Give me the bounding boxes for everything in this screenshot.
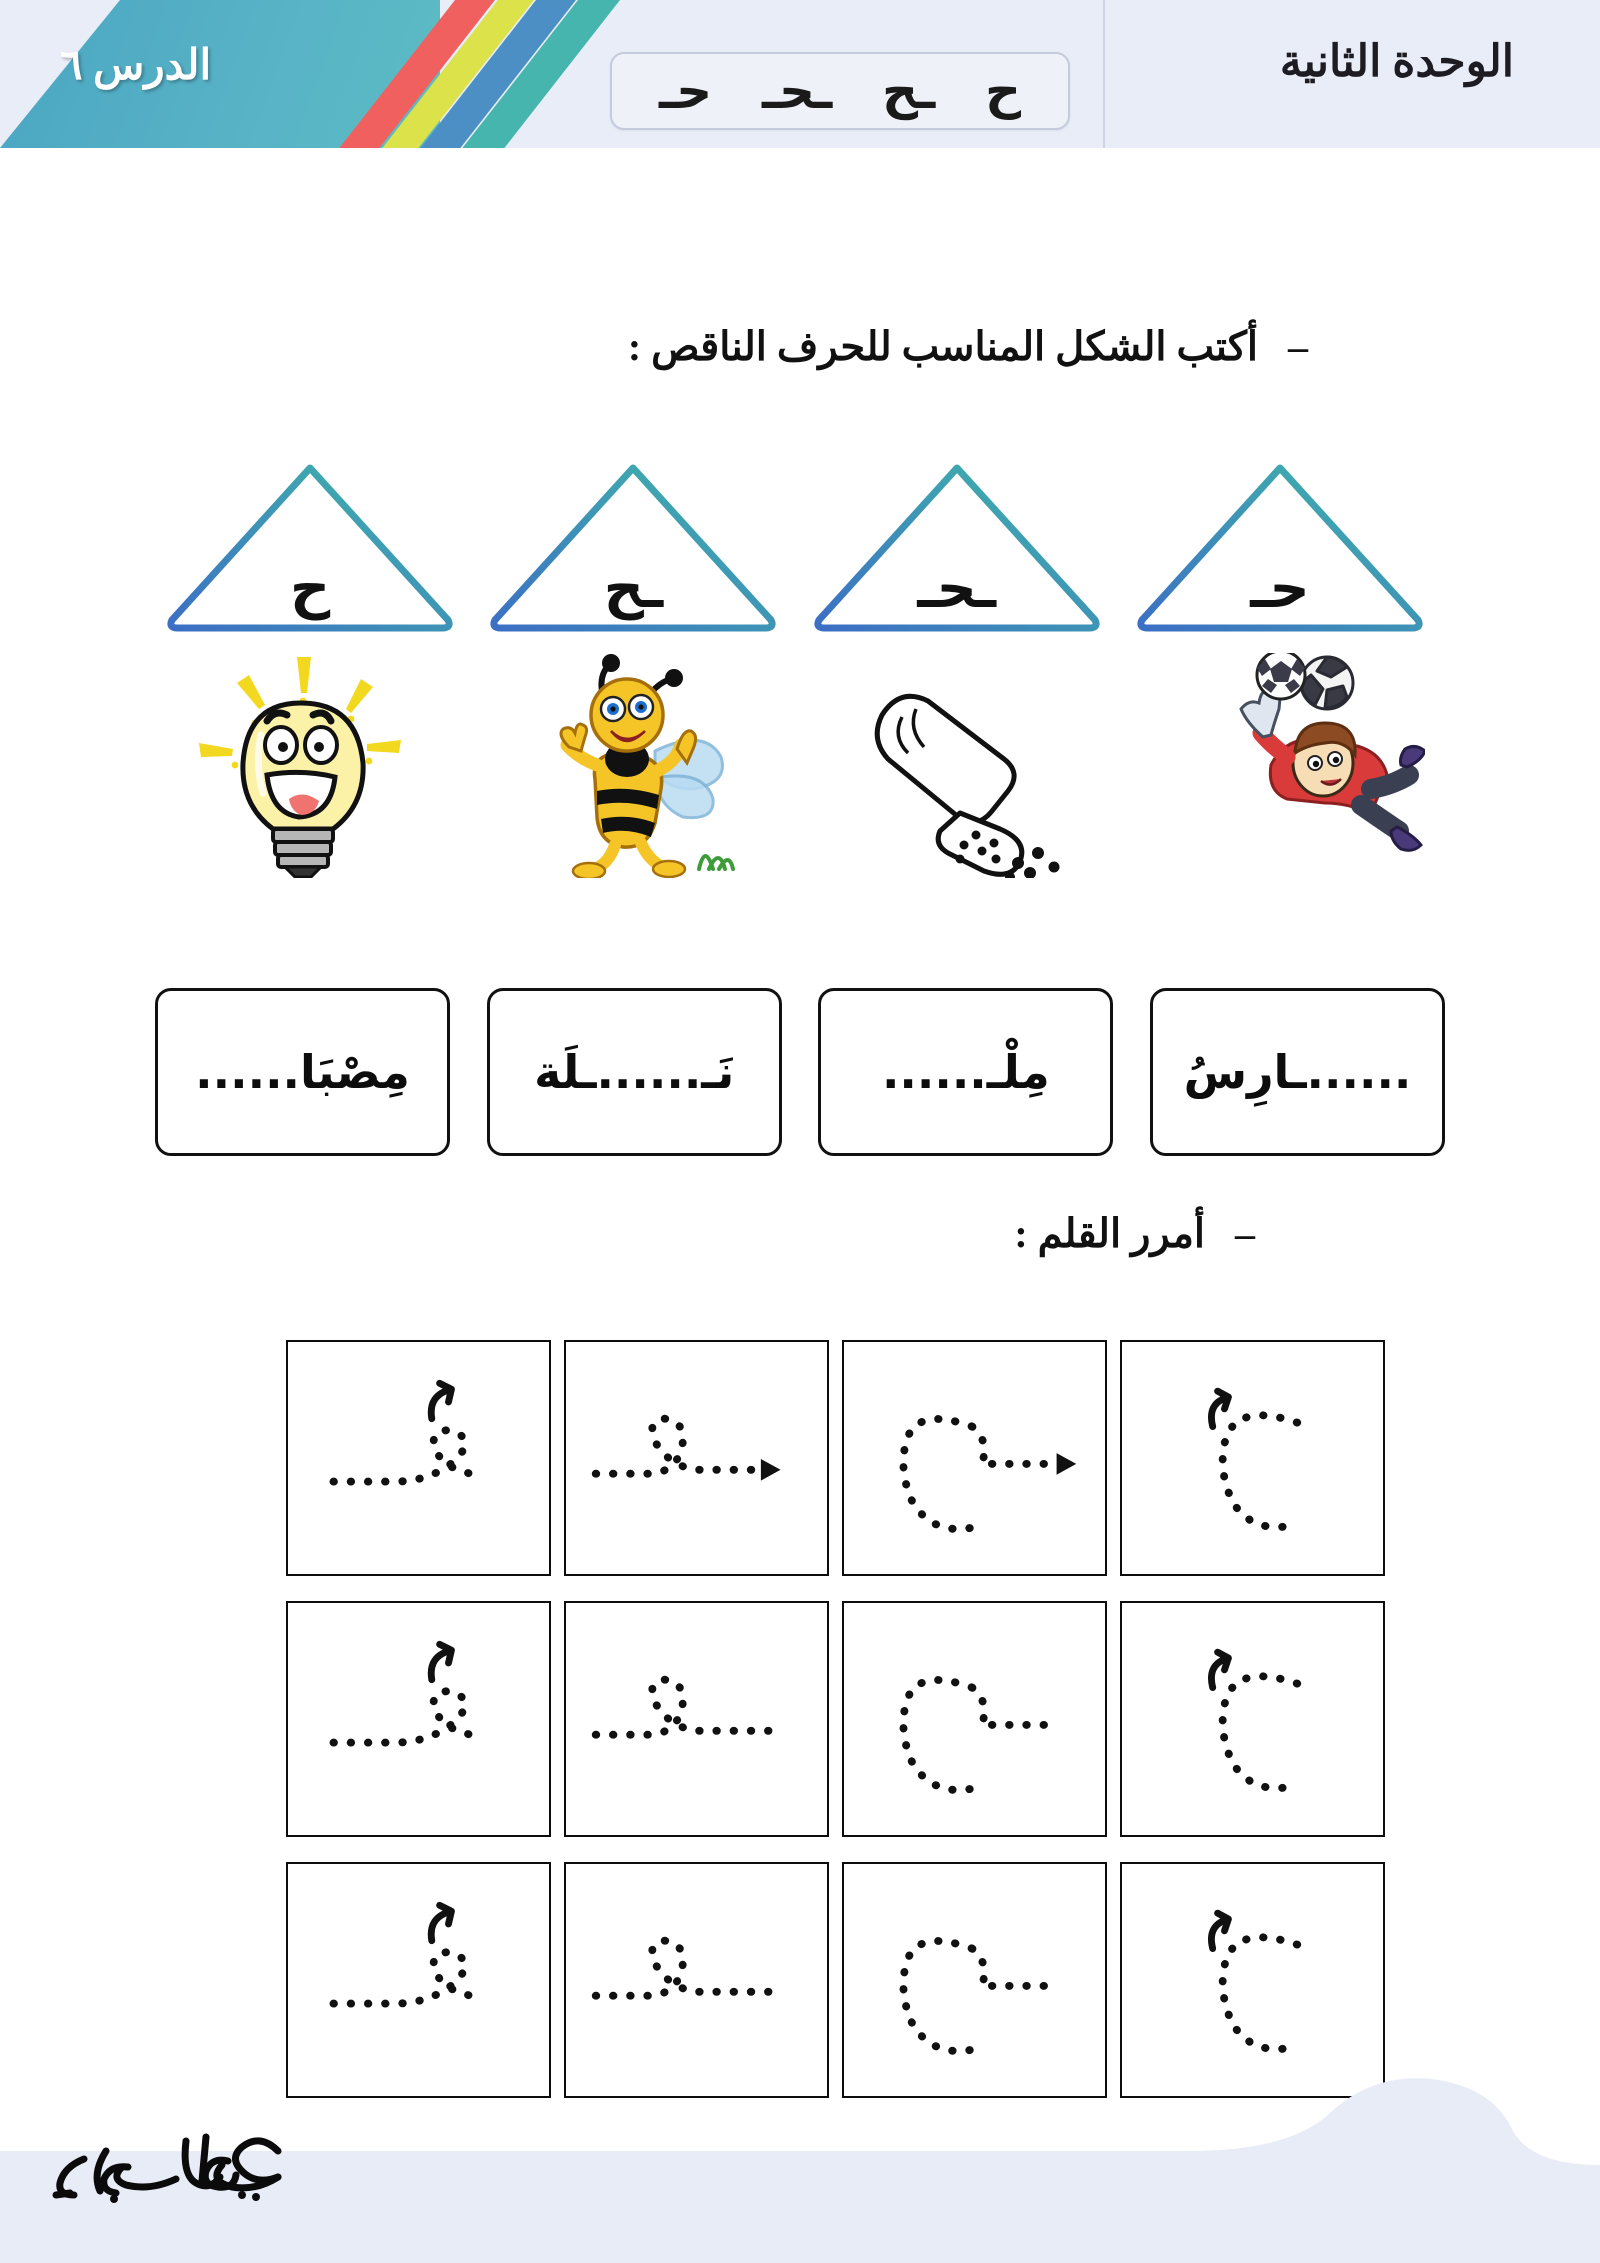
word-text: ......ـارِسُ — [1183, 1045, 1412, 1099]
letter-form-medial: ـحـ — [761, 62, 833, 120]
tracing-cell[interactable] — [286, 1862, 551, 2098]
picture-row — [150, 648, 1450, 878]
word-text: مِصْبَا...... — [195, 1045, 410, 1099]
bullet-dash-1: – — [1288, 324, 1308, 369]
tracing-cell[interactable] — [286, 1601, 551, 1837]
trace-haa-final-icon — [844, 1603, 1105, 1835]
trace-haa-initial-icon — [1122, 1864, 1383, 2096]
triangle-letter-final: ـح — [603, 556, 664, 621]
trace-haa-medial-icon — [566, 1603, 827, 1835]
trace-haa-medial-icon — [566, 1342, 827, 1574]
trace-haa-isolated-icon — [288, 1603, 549, 1835]
goalkeeper-icon — [1175, 653, 1425, 878]
trace-haa-final-icon — [844, 1864, 1105, 2096]
tracing-cell[interactable] — [842, 1862, 1107, 2098]
tracing-cell[interactable] — [1120, 1862, 1385, 2098]
word-box-salt[interactable] — [818, 988, 1113, 1156]
trace-haa-isolated-icon — [288, 1342, 549, 1574]
tracing-cell[interactable] — [842, 1340, 1107, 1576]
bullet-dash-2: – — [1235, 1211, 1255, 1256]
tracing-cell[interactable] — [564, 1340, 829, 1576]
worksheet-content — [0, 148, 1600, 2263]
picture-bee — [483, 648, 783, 878]
tracing-grid — [275, 1340, 1385, 2110]
trace-haa-isolated-icon — [288, 1864, 549, 2096]
triangle-letter-isolated: ح — [289, 556, 331, 621]
letter-form-final: ـح — [882, 62, 936, 120]
letter-forms-box — [610, 52, 1070, 130]
triangle-cell-final — [483, 458, 783, 633]
word-box-row — [155, 988, 1445, 1156]
word-text: مِلْـ...... — [881, 1045, 1050, 1099]
trace-haa-final-icon — [844, 1342, 1105, 1574]
tracing-cell[interactable] — [842, 1601, 1107, 1837]
teacher-signature — [10, 2107, 310, 2227]
triangle-row — [160, 458, 1430, 633]
tracing-cell[interactable] — [286, 1340, 551, 1576]
unit-label: الوحدة الثانية — [1279, 37, 1514, 86]
instruction-exercise-2 — [1014, 1210, 1255, 1257]
triangle-cell-initial — [1130, 458, 1430, 633]
triangle-cell-medial — [807, 458, 1107, 633]
tracing-cell[interactable] — [1120, 1601, 1385, 1837]
bee-icon — [523, 653, 743, 878]
picture-goalkeeper — [1150, 648, 1450, 878]
letter-form-isolated: ح — [985, 62, 1022, 120]
picture-salt-shaker — [817, 648, 1117, 878]
word-box-bee[interactable] — [487, 988, 782, 1156]
header-divider — [1103, 0, 1105, 148]
triangle-letter-initial: حـ — [1250, 556, 1310, 621]
word-text: نَـ......ـلَة — [534, 1045, 735, 1099]
picture-lightbulb — [150, 648, 450, 878]
tracing-cell[interactable] — [1120, 1340, 1385, 1576]
instruction-text-1: أكتب الشكل المناسب للحرف الناقص : — [627, 324, 1258, 369]
salt-shaker-icon — [852, 663, 1082, 878]
tracing-cell[interactable] — [564, 1862, 829, 2098]
letter-form-initial: حـ — [658, 62, 713, 120]
trace-haa-initial-icon — [1122, 1342, 1383, 1574]
word-box-lightbulb[interactable] — [155, 988, 450, 1156]
lesson-label: الدرس ٦ — [60, 43, 212, 89]
triangle-letter-medial: ـحـ — [917, 556, 996, 621]
instruction-text-2: أمرر القلم : — [1014, 1211, 1205, 1256]
triangle-cell-isolated — [160, 458, 460, 633]
trace-haa-medial-icon — [566, 1864, 827, 2096]
lightbulb-icon — [185, 653, 415, 878]
word-box-goalkeeper[interactable] — [1150, 988, 1445, 1156]
page-header — [0, 0, 1600, 148]
trace-haa-initial-icon — [1122, 1603, 1383, 1835]
instruction-exercise-1 — [628, 323, 1308, 370]
tracing-cell[interactable] — [564, 1601, 829, 1837]
